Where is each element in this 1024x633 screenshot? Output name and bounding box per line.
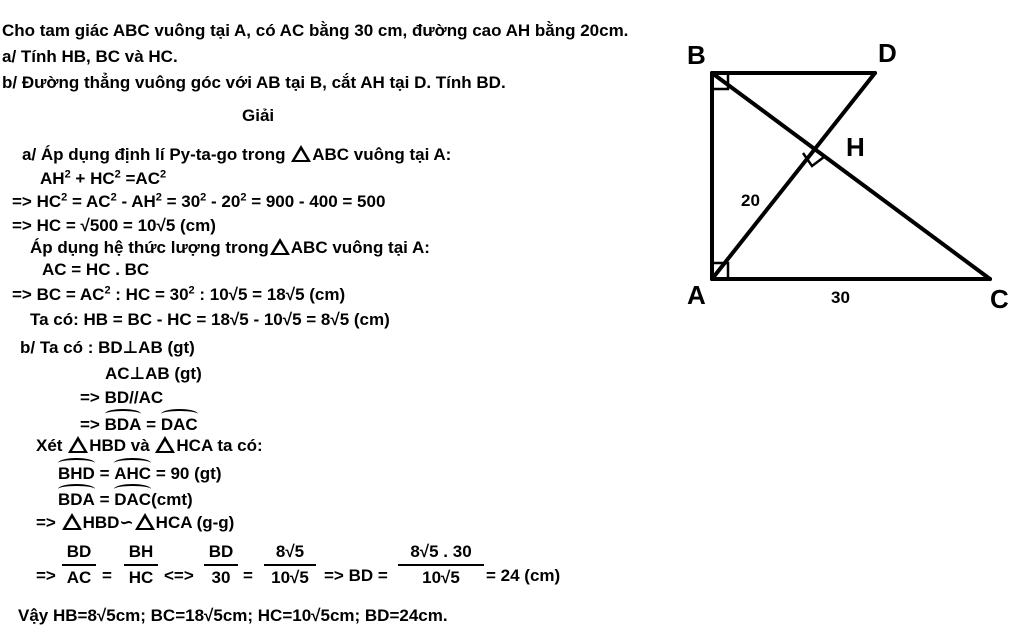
label-c: C	[990, 284, 1009, 314]
right-angle-a	[712, 263, 728, 279]
iff-sign: <=>	[164, 566, 194, 585]
label-a: A	[687, 280, 706, 310]
part-b-line-2: AC⊥AB (gt)	[105, 364, 202, 383]
segment-bc	[712, 73, 990, 279]
triangle-icon	[155, 436, 175, 453]
equation-2: => $HC^2 = AC^2 - AH^2 = 30^2 - 20^2 = 900 - 400 = 500$	[12, 191, 386, 211]
segment-ad	[712, 73, 875, 279]
triangle-icon	[291, 145, 311, 162]
right-angle-h	[803, 153, 824, 166]
triangle-icon	[62, 513, 82, 530]
part-b-line-1: b/ Ta có : BD⊥AB (gt)	[20, 338, 195, 357]
bd-equals: => BD =	[324, 566, 388, 585]
triangle-icon	[135, 513, 155, 530]
fraction-bd-value: $\frac{8√5 . 30}{10√5}$	[398, 542, 484, 588]
label-b: B	[687, 40, 706, 70]
label-ah-length: 20	[741, 191, 760, 210]
equals-sign: =	[243, 566, 253, 585]
label-d: D	[878, 38, 897, 68]
triangle-icon	[68, 436, 88, 453]
fraction-bh-hc: $\frac{BH}{HC}$	[124, 542, 158, 588]
consider-line: Xét HBD và HCA ta có:	[36, 436, 263, 455]
triangle-icon	[270, 238, 290, 255]
equals-sign: =	[102, 566, 112, 585]
equation-6: Ta có: HB = BC - HC = 18√5 - 10√5 = 8√5 (cm)	[30, 310, 390, 329]
condition-2: BDA = DAC(cmt)	[58, 487, 193, 510]
fraction-bd-30: $\frac{BD}{30}$	[204, 542, 238, 588]
equation-5: => BC = $AC^2$ : HC = $30^2$ : 10√5 = 18√5 (cm)	[12, 284, 346, 304]
right-angle-b	[712, 73, 728, 89]
part-a-intro	[22, 145, 451, 165]
label-ac-length: 30	[831, 288, 850, 307]
equation-4: AC = HC . BC	[42, 260, 150, 279]
conclusion: Vậy HB=8√5cm; BC=18√5cm; HC=10√5cm; BD=24cm.	[18, 606, 448, 625]
fraction-bd-ac: $\frac{BD}{AC}$	[62, 542, 96, 588]
similarity-line: => HBD∽ HCA (g-g)	[36, 513, 235, 532]
fraction-8r5-10r5: $\frac{8√5}{10√5}$	[264, 542, 316, 588]
fraction-prefix: =>	[36, 566, 56, 585]
intro-text: a/ Áp dụng định lí Py-ta-go trong	[22, 145, 286, 164]
relation-intro: Áp dụng hệ thức lượng trong ABC vuông tại A:	[30, 238, 430, 257]
problem-line-3: b/ Đường thẳng vuông góc với AB tại B, cắt AH tại D. Tính BD.	[2, 73, 506, 92]
solution-heading: Giải	[242, 106, 275, 125]
condition-1: BHD = AHC = 90 (gt)	[58, 461, 221, 484]
equation-1: $AH^2 + HC^2 =AC^2$	[40, 168, 167, 188]
bd-result: = 24 (cm)	[486, 566, 561, 585]
equation-3: => HC = √500 = 10√5 (cm)	[12, 216, 216, 235]
part-b-line-3: => BD//AC	[80, 388, 164, 407]
part-b-line-4: => BDA = DAC	[80, 412, 198, 435]
problem-line-1: Cho tam giác ABC vuông tại A, có AC bằng 30 cm, đường cao AH bằng 20cm.	[2, 21, 629, 40]
intro-text-2: ABC vuông tại A:	[312, 145, 452, 164]
problem-line-2: a/ Tính HB, BC và HC.	[2, 47, 178, 66]
label-h: H	[846, 132, 865, 162]
